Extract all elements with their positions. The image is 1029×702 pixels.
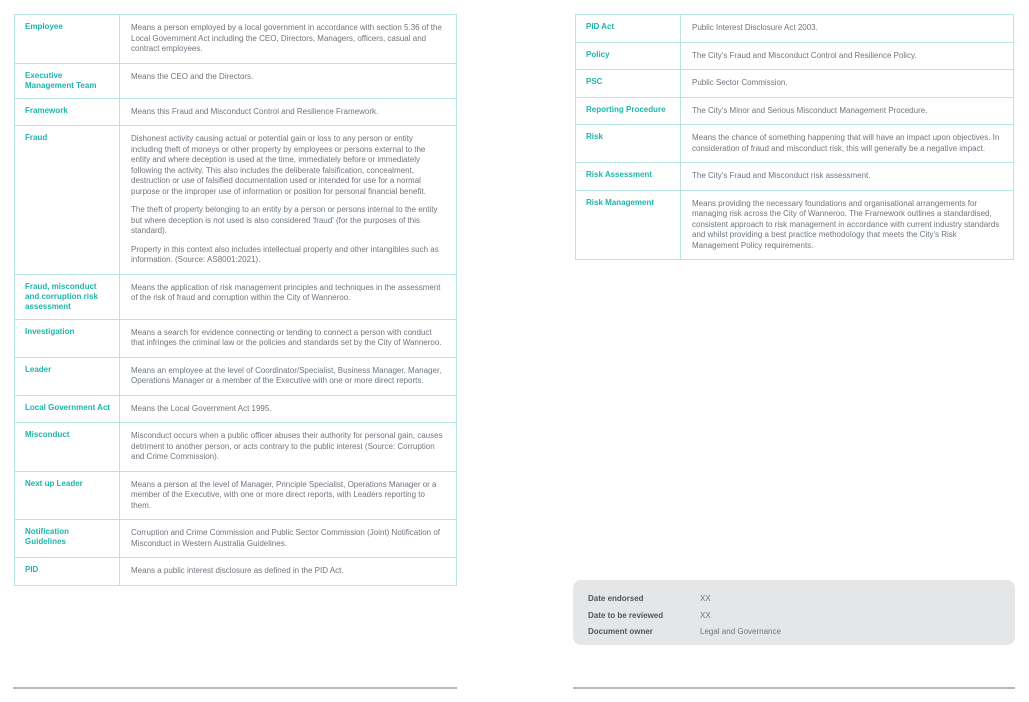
- definition-paragraph: The City's Fraud and Misconduct Control and Resilience Policy.: [692, 50, 917, 60]
- footer-rule-left: [13, 687, 457, 689]
- definition-cell: [120, 471, 457, 520]
- definition-cell: [681, 15, 1014, 43]
- definition-cell: [681, 190, 1014, 260]
- definition-cell: [681, 70, 1014, 98]
- definitions-table-left: [14, 14, 457, 586]
- definition-cell: [120, 126, 457, 275]
- definition-cell: [681, 125, 1014, 163]
- definitions-table-right: [575, 14, 1014, 260]
- definition-row: [15, 63, 457, 98]
- term-cell: Fraud: [15, 126, 120, 275]
- term-cell: Risk: [576, 125, 681, 163]
- document-owner-label: Document owner: [588, 627, 653, 636]
- definition-row: [15, 15, 457, 64]
- document-info-panel: [573, 580, 1015, 645]
- definition-paragraph: The City's Fraud and Misconduct risk assessment.: [692, 171, 871, 180]
- definition-row: [576, 70, 1014, 98]
- definition-cell: [120, 395, 457, 423]
- definition-cell: [120, 319, 457, 357]
- term-cell: Fraud, misconduct and corruption risk assessment: [15, 274, 120, 319]
- definitions-table-right-body: [576, 15, 1014, 260]
- term-cell: Policy: [576, 42, 681, 70]
- definition-paragraph: Corruption and Crime Commission and Public Sector Commission (Joint) Notification of Misconduct in Western Australia Guidelines.: [131, 528, 441, 548]
- document-info-row-date-endorsed: [588, 591, 1003, 608]
- date-to-be-reviewed-label: Date to be reviewed: [588, 610, 664, 620]
- term-cell: Next up Leader: [15, 471, 120, 520]
- definition-row: [15, 274, 457, 319]
- definition-cell: [120, 357, 457, 395]
- date-endorsed-label: Date endorsed: [588, 594, 644, 603]
- definition-paragraph: Means an employee at the level of Coordinator/Specialist, Business Manager, Manager, Operations Manager or a member of the Executive with one or more direct reports.: [131, 365, 442, 385]
- definition-paragraph: Means the Local Government Act 1995.: [131, 403, 272, 413]
- term-cell: Misconduct: [15, 423, 120, 472]
- document-info-row-document-owner: [588, 624, 1003, 641]
- date-to-be-reviewed-value: XX: [700, 610, 711, 620]
- definition-row: [576, 163, 1014, 191]
- date-endorsed-value: XX: [700, 594, 711, 603]
- document-owner-value: Legal and Governance: [700, 627, 781, 636]
- definition-paragraph: The theft of property belonging to an entity by a person or persons internal to the entity but where deception is not used is also considered 'fraud' (for the purposes of this standard).: [131, 205, 438, 235]
- definition-row: [15, 423, 457, 472]
- definition-cell: [120, 274, 457, 319]
- definition-row: [15, 126, 457, 275]
- term-cell: PID: [15, 558, 120, 586]
- term-cell: Risk Assessment: [576, 163, 681, 191]
- definition-row: [15, 558, 457, 586]
- term-cell: Reporting Procedure: [576, 97, 681, 125]
- definition-row: [15, 319, 457, 357]
- definition-cell: [120, 520, 457, 558]
- term-cell: Employee: [15, 15, 120, 64]
- term-cell: PSC: [576, 70, 681, 98]
- definition-paragraph: Means providing the necessary foundations and organisational arrangements for managing risk across the City of Wanneroo. The Framework outlines a standardised, consistent approach to risk management in accordance with current industry standards and whilst providing a best practice methodology that meets the City's Risk Management Policy requirements.: [692, 198, 1000, 250]
- term-cell: Executive Management Team: [15, 63, 120, 98]
- definition-paragraph: The City's Minor and Serious Misconduct Management Procedure.: [692, 105, 928, 115]
- definition-paragraph: Public Sector Commission.: [692, 78, 788, 87]
- definition-paragraph: Means the application of risk management principles and techniques in the assessment of the risk of fraud and corruption within the City of Wanneroo.: [131, 282, 441, 302]
- term-cell: PID Act: [576, 15, 681, 43]
- definition-cell: [120, 63, 457, 98]
- definition-paragraph: Means the CEO and the Directors.: [131, 71, 254, 81]
- term-cell: Local Government Act: [15, 395, 120, 423]
- term-cell: Notification Guidelines: [15, 520, 120, 558]
- definition-paragraph: Means a person employed by a local government in accordance with section 5.36 of the Local Government Act including the CEO, Directors, Managers, officers, casual and contract employees.: [131, 23, 442, 53]
- definition-paragraph: Means this Fraud and Misconduct Control and Resilience Framework.: [131, 106, 379, 116]
- definitions-table-left-body: [15, 15, 457, 586]
- definition-cell: [681, 97, 1014, 125]
- definition-cell: [120, 98, 457, 126]
- definition-cell: [681, 163, 1014, 191]
- definition-row: [15, 520, 457, 558]
- definition-paragraph: Means the chance of something happening that will have an impact upon objectives. In consideration of fraud and misconduct risk, this will generally be a negative impact.: [692, 133, 1000, 153]
- definition-row: [576, 190, 1014, 260]
- definition-paragraph: Means a public interest disclosure as defined in the PID Act.: [131, 566, 344, 575]
- definition-cell: [120, 423, 457, 472]
- definition-paragraph: Means a search for evidence connecting or tending to connect a person with conduct that infringes the criminal law or the policies and standards set by the City of Wanneroo.: [131, 327, 442, 347]
- definition-paragraph: Property in this context also includes intellectual property and other intangibles such as information. (Source: AS8001:2021).: [131, 244, 439, 264]
- footer-rule-right: [573, 687, 1015, 689]
- definition-row: [576, 42, 1014, 70]
- definition-row: [576, 125, 1014, 163]
- document-info-row-date-reviewed: [588, 608, 1003, 625]
- definition-row: [15, 471, 457, 520]
- definition-row: [15, 98, 457, 126]
- definition-paragraph: Dishonest activity causing actual or potential gain or loss to any person or entity including theft of moneys or other property by employees or persons external to the entity and where deception is used at the time, immediately before or immediately following the activity. This also includes the deliberate falsification, concealment, destruction or use of falsified documentation used or intended for use for a normal purpose or the improper use of information or position for personal financial benefit.: [131, 134, 426, 196]
- definition-cell: [120, 15, 457, 64]
- definition-row: [15, 357, 457, 395]
- definition-paragraph: Means a person at the level of Manager, Principle Specialist, Operations Manager or a member of the Executive, with one or more direct reports, with Leaders reporting to them.: [131, 479, 437, 510]
- definition-row: [15, 395, 457, 423]
- definition-cell: [120, 558, 457, 586]
- term-cell: Leader: [15, 357, 120, 395]
- term-cell: Investigation: [15, 319, 120, 357]
- term-cell: Framework: [15, 98, 120, 126]
- definition-row: [576, 15, 1014, 43]
- definition-paragraph: Public Interest Disclosure Act 2003.: [692, 23, 818, 32]
- definition-cell: [681, 42, 1014, 70]
- definition-paragraph: Misconduct occurs when a public officer abuses their authority for personal gain, causes detriment to another person, or acts contrary to the public interest (Source: Corruption and Crime Commission).: [131, 431, 443, 461]
- definition-row: [576, 97, 1014, 125]
- term-cell: Risk Management: [576, 190, 681, 260]
